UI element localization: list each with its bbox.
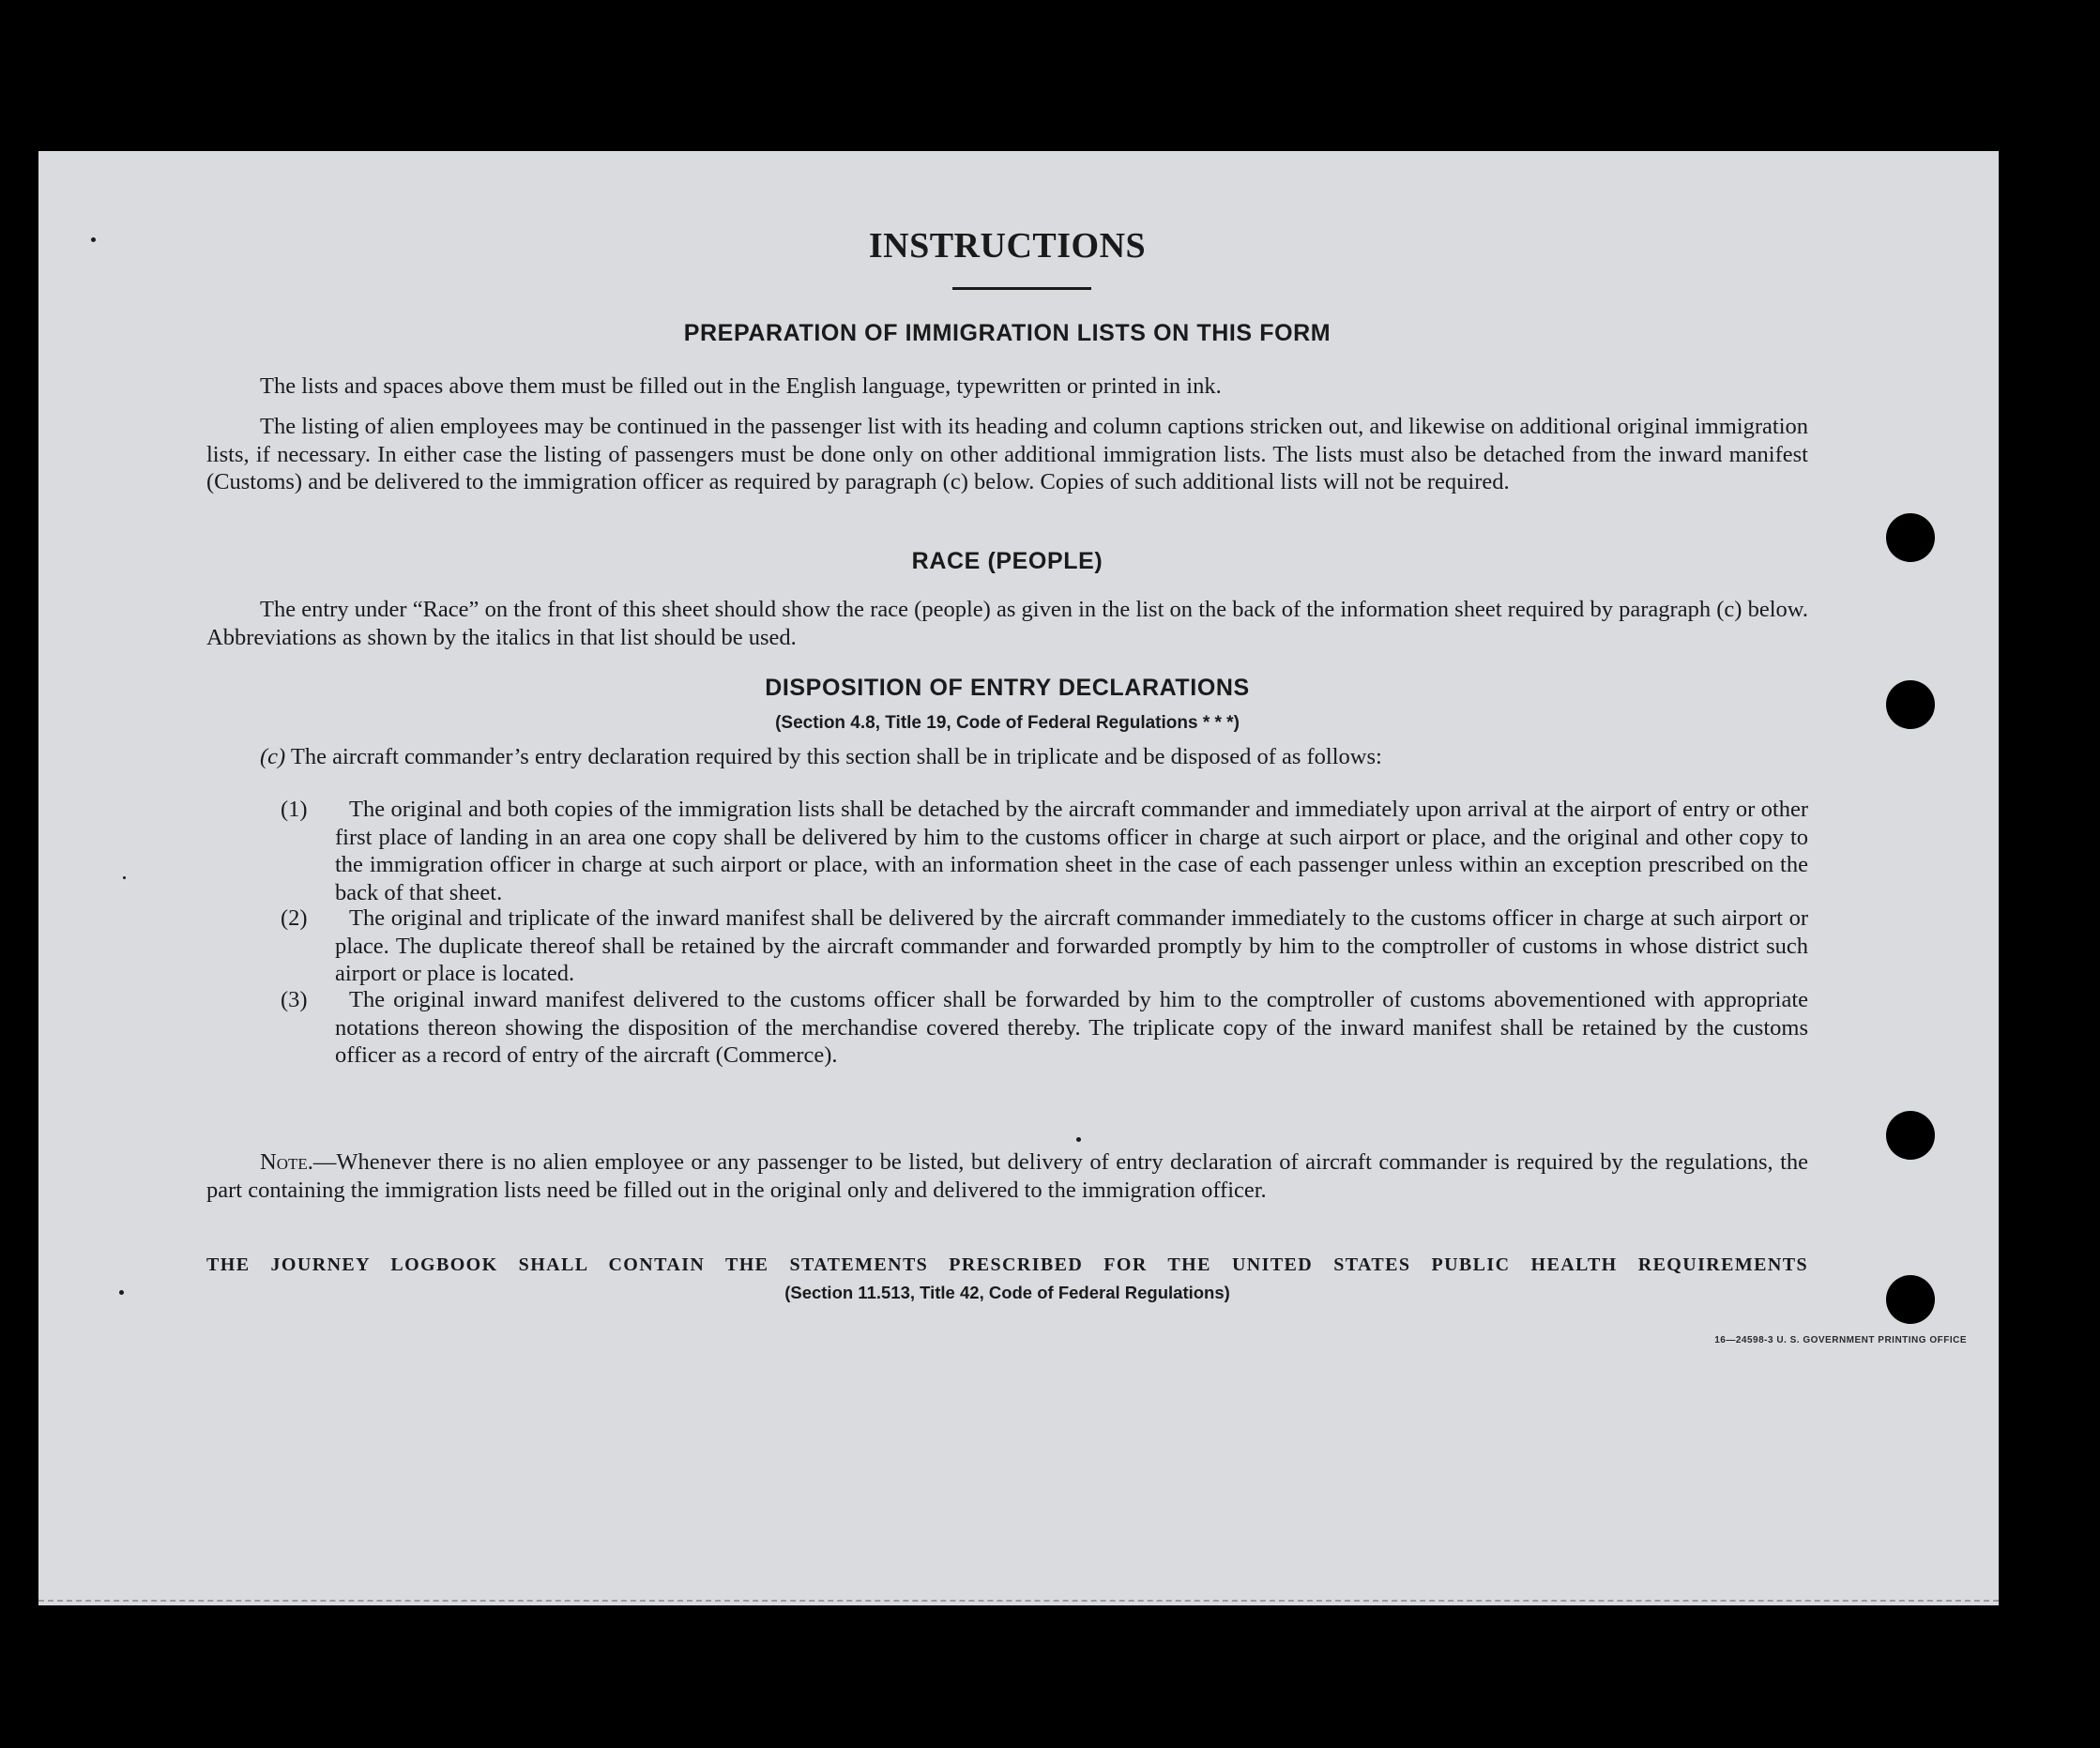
race-heading: RACE (PEOPLE): [911, 548, 1103, 574]
intro-label: (c): [260, 744, 286, 769]
item-text: The original and triplicate of the inward manifest shall be delivered by the aircraft commander immediately to the customs officer in charge at such airport or place. The duplicate thereof shall be retained by the aircraft commander and forwarded promptly by him to the comptroller of customs in whose district such airport or place is located.: [335, 905, 1808, 986]
punch-hole-2: [1886, 680, 1935, 729]
note-label: Note.: [260, 1149, 313, 1175]
form-sheet: [38, 151, 1999, 1605]
speck: [91, 237, 96, 242]
preparation-paragraph-2: The listing of alien employees may be continued in the passenger list with its heading and column captions stricken out, and likewise on additional original immigration lists, if necessary. In either case the listing of passengers must be done only on other additional immigration lists. The lists must also be detached from the inward manifest (Customs) and be delivered to the immigration officer as required by paragraph (c) below. Copies of such additional lists will not be required.: [206, 414, 1808, 494]
item-text: The original and both copies of the immigration lists shall be detached by the aircraft commander and immediately upon arrival at the airport of entry or other first place of landing in an area one copy shall be delivered by him to the customs officer in charge at such airport or place, and the original and other copy to the immigration officer in charge at such airport or place, with an information sheet in the case of each passenger unless within an exception prescribed on the back of that sheet.: [335, 797, 1808, 905]
speck: [119, 1290, 124, 1295]
disposition-item-3: [281, 986, 1808, 1070]
punch-hole-1: [1886, 513, 1935, 562]
disposition-heading: DISPOSITION OF ENTRY DECLARATIONS: [765, 675, 1250, 701]
disposition-citation: (Section 4.8, Title 19, Code of Federal Regulations * * *): [775, 713, 1240, 733]
printer-imprint: 16—24598-3 U. S. GOVERNMENT PRINTING OFFICE: [1714, 1335, 1967, 1345]
logbook-statement: THE JOURNEY LOGBOOK SHALL CONTAIN THE STATEMENTS PRESCRIBED FOR THE UNITED STATES PUBLIC HEALTH REQUIREMENTS: [206, 1254, 1808, 1275]
disposition-intro: [206, 743, 1808, 771]
intro-text: The aircraft commander’s entry declaration required by this section shall be in triplicate and be disposed of as follows:: [290, 744, 1382, 769]
race-paragraph: The entry under “Race” on the front of this sheet should show the race (people) as given in the list on the back of the information sheet required by paragraph (c) below. Abbreviations as shown by the italics in that list should be used.: [206, 597, 1808, 650]
disposition-item-2: [281, 904, 1808, 988]
disposition-item-1: [281, 796, 1808, 906]
logbook-citation: (Section 11.513, Title 42, Code of Federal Regulations): [784, 1283, 1230, 1302]
speck: [1076, 1137, 1081, 1142]
punch-hole-4: [1886, 1275, 1935, 1324]
title-underline: [952, 287, 1091, 290]
item-number: (1): [281, 797, 308, 822]
preparation-paragraph-1: The lists and spaces above them must be filled out in the English language, typewritten or printed in ink.: [260, 373, 1222, 399]
item-number: (3): [281, 987, 308, 1012]
note-text: —Whenever there is no alien employee or any passenger to be listed, but delivery of entry declaration of aircraft commander is required by the regulations, the part containing the immigration lists need be filled out in the original only and delivered to the immigration officer.: [206, 1149, 1808, 1203]
preparation-heading: PREPARATION OF IMMIGRATION LISTS ON THIS FORM: [683, 320, 1332, 346]
item-number: (2): [281, 905, 308, 931]
item-text: The original inward manifest delivered to the customs officer shall be forwarded by him to the comptroller of customs abovementioned with appropriate notations thereon showing the disposition of the merchandise covered thereby. The triplicate copy of the inward manifest shall be retained by the customs officer as a record of entry of the aircraft (Commerce).: [335, 987, 1808, 1068]
punch-hole-3: [1886, 1111, 1935, 1160]
perforation-line: [38, 1600, 1999, 1605]
page-title: INSTRUCTIONS: [868, 226, 1147, 266]
speck: [123, 876, 126, 879]
note-paragraph: [206, 1148, 1808, 1204]
